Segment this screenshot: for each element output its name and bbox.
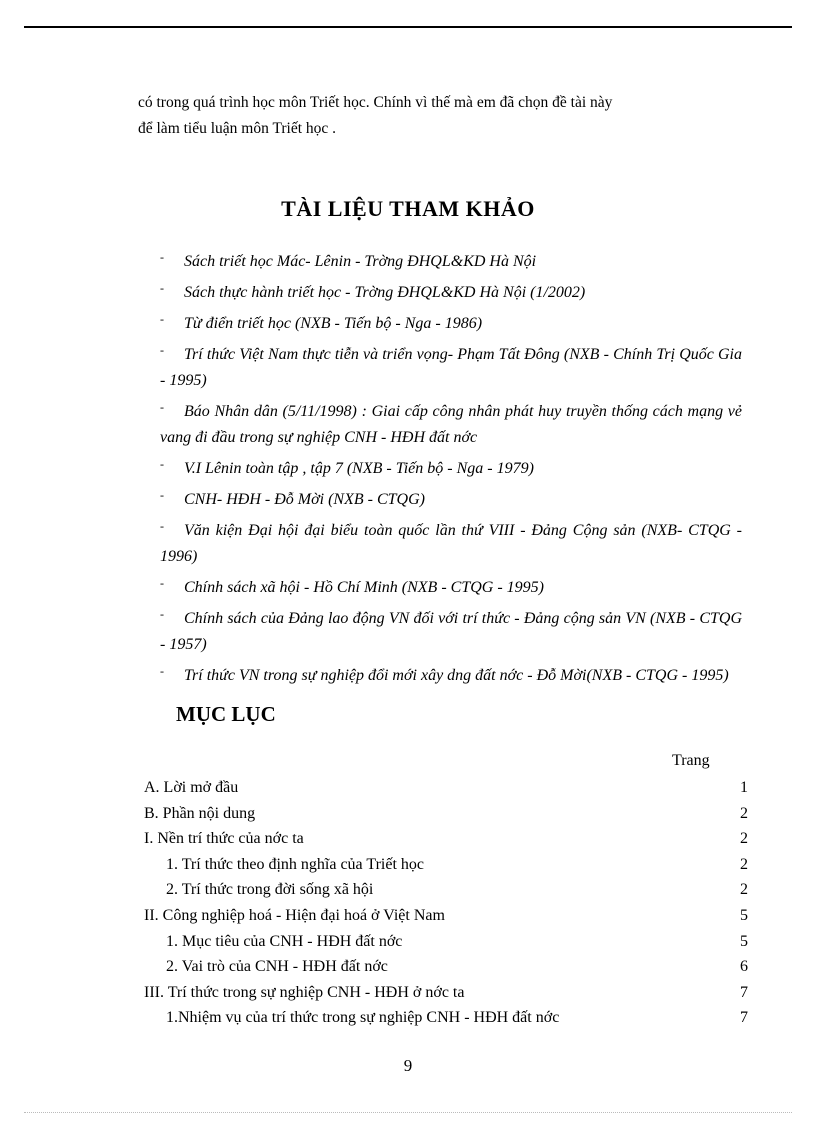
bullet-dash-icon: - bbox=[160, 343, 164, 357]
references-heading: TÀI LIỆU THAM KHẢO bbox=[281, 196, 535, 221]
toc-row: B. Phần nội dung 2 bbox=[144, 804, 748, 822]
toc-row: A. Lời mở đầu 1 bbox=[144, 779, 748, 796]
bullet-dash-icon: - bbox=[160, 457, 164, 471]
page-number: 9 bbox=[403, 1056, 413, 1075]
bullet-dash-icon: - bbox=[160, 281, 164, 295]
page-bottom-border bbox=[24, 1112, 792, 1113]
reference-item: - Sách thực hành triết học - Trờng ĐHQL&KD Hà Nội (1/2002) bbox=[160, 275, 742, 306]
toc-row: 1. Mục tiêu của CNH - HĐH đất nớc 5 bbox=[166, 932, 748, 950]
bullet-dash-icon: - bbox=[160, 519, 164, 533]
reference-item: - Sách triết học Mác- Lênin - Trờng ĐHQL&KD Hà Nội bbox=[160, 244, 742, 275]
table-of-contents bbox=[144, 775, 748, 1031]
references-list bbox=[160, 244, 742, 689]
reference-item: - Báo Nhân dân (5/11/1998) : Giai cấp công nhân phát huy truyền thống cách mạng vẻ vang đi đầu trong sự nghiệp CNH - HĐH đất nớc bbox=[160, 394, 742, 451]
bullet-dash-icon: - bbox=[160, 250, 164, 264]
intro-line-1: có trong quá trình học môn Triết học. Chính vì thế mà em đã chọn đề tài này bbox=[138, 94, 613, 111]
reference-item: - Trí thức Việt Nam thực tiễn và triển vọng- Phạm Tất Đông (NXB - Chính Trị Quốc Gia - 1995) bbox=[160, 337, 742, 394]
bullet-dash-icon: - bbox=[160, 576, 164, 590]
toc-row: 1.Nhiệm vụ của trí thức trong sự nghiệp CNH - HĐH đất nớc 7 bbox=[166, 1009, 748, 1027]
toc-page-column-header: Trang bbox=[672, 752, 710, 769]
toc-row: II. Công nghiệp hoá - Hiện đại hoá ở Việt Nam 5 bbox=[144, 906, 748, 924]
toc-row: 1. Trí thức theo định nghĩa của Triết học 2 bbox=[166, 855, 748, 873]
bullet-dash-icon: - bbox=[160, 607, 164, 621]
bullet-dash-icon: - bbox=[160, 664, 164, 678]
reference-item: - Chính sách của Đảng lao động VN đối với trí thức - Đảng cộng sản VN (NXB - CTQG - 1957) bbox=[160, 601, 742, 658]
toc-row: 2. Trí thức trong đời sống xã hội 2 bbox=[166, 881, 748, 899]
reference-item: - Văn kiện Đại hội đại biểu toàn quốc lần thứ VIII - Đảng Cộng sản (NXB- CTQG - 1996) bbox=[160, 513, 742, 570]
bullet-dash-icon: - bbox=[160, 400, 164, 414]
toc-row: III. Trí thức trong sự nghiệp CNH - HĐH ở nớc ta 7 bbox=[144, 983, 748, 1001]
toc-heading: MỤC LỤC bbox=[176, 702, 276, 726]
intro-line-2: để làm tiểu luận môn Triết học . bbox=[138, 120, 337, 137]
reference-item: - V.I Lênin toàn tập , tập 7 (NXB - Tiến bộ - Nga - 1979) bbox=[160, 451, 742, 482]
toc-row: 2. Vai trò của CNH - HĐH đất nớc 6 bbox=[166, 958, 748, 976]
intro-paragraph bbox=[138, 90, 746, 142]
bullet-dash-icon: - bbox=[160, 488, 164, 502]
page-top-border bbox=[24, 26, 792, 28]
reference-item: - CNH- HĐH - Đỗ Mời (NXB - CTQG) bbox=[160, 482, 742, 513]
reference-item: - Từ điển triết học (NXB - Tiến bộ - Nga - 1986) bbox=[160, 306, 742, 337]
reference-item: - Chính sách xã hội - Hồ Chí Minh (NXB - CTQG - 1995) bbox=[160, 570, 742, 601]
reference-item: - Trí thức VN trong sự nghiệp đổi mới xây dng đất nớc - Đỗ Mời(NXB - CTQG - 1995) bbox=[160, 658, 742, 689]
bullet-dash-icon: - bbox=[160, 312, 164, 326]
toc-row: I. Nền trí thức của nớc ta 2 bbox=[144, 830, 748, 848]
